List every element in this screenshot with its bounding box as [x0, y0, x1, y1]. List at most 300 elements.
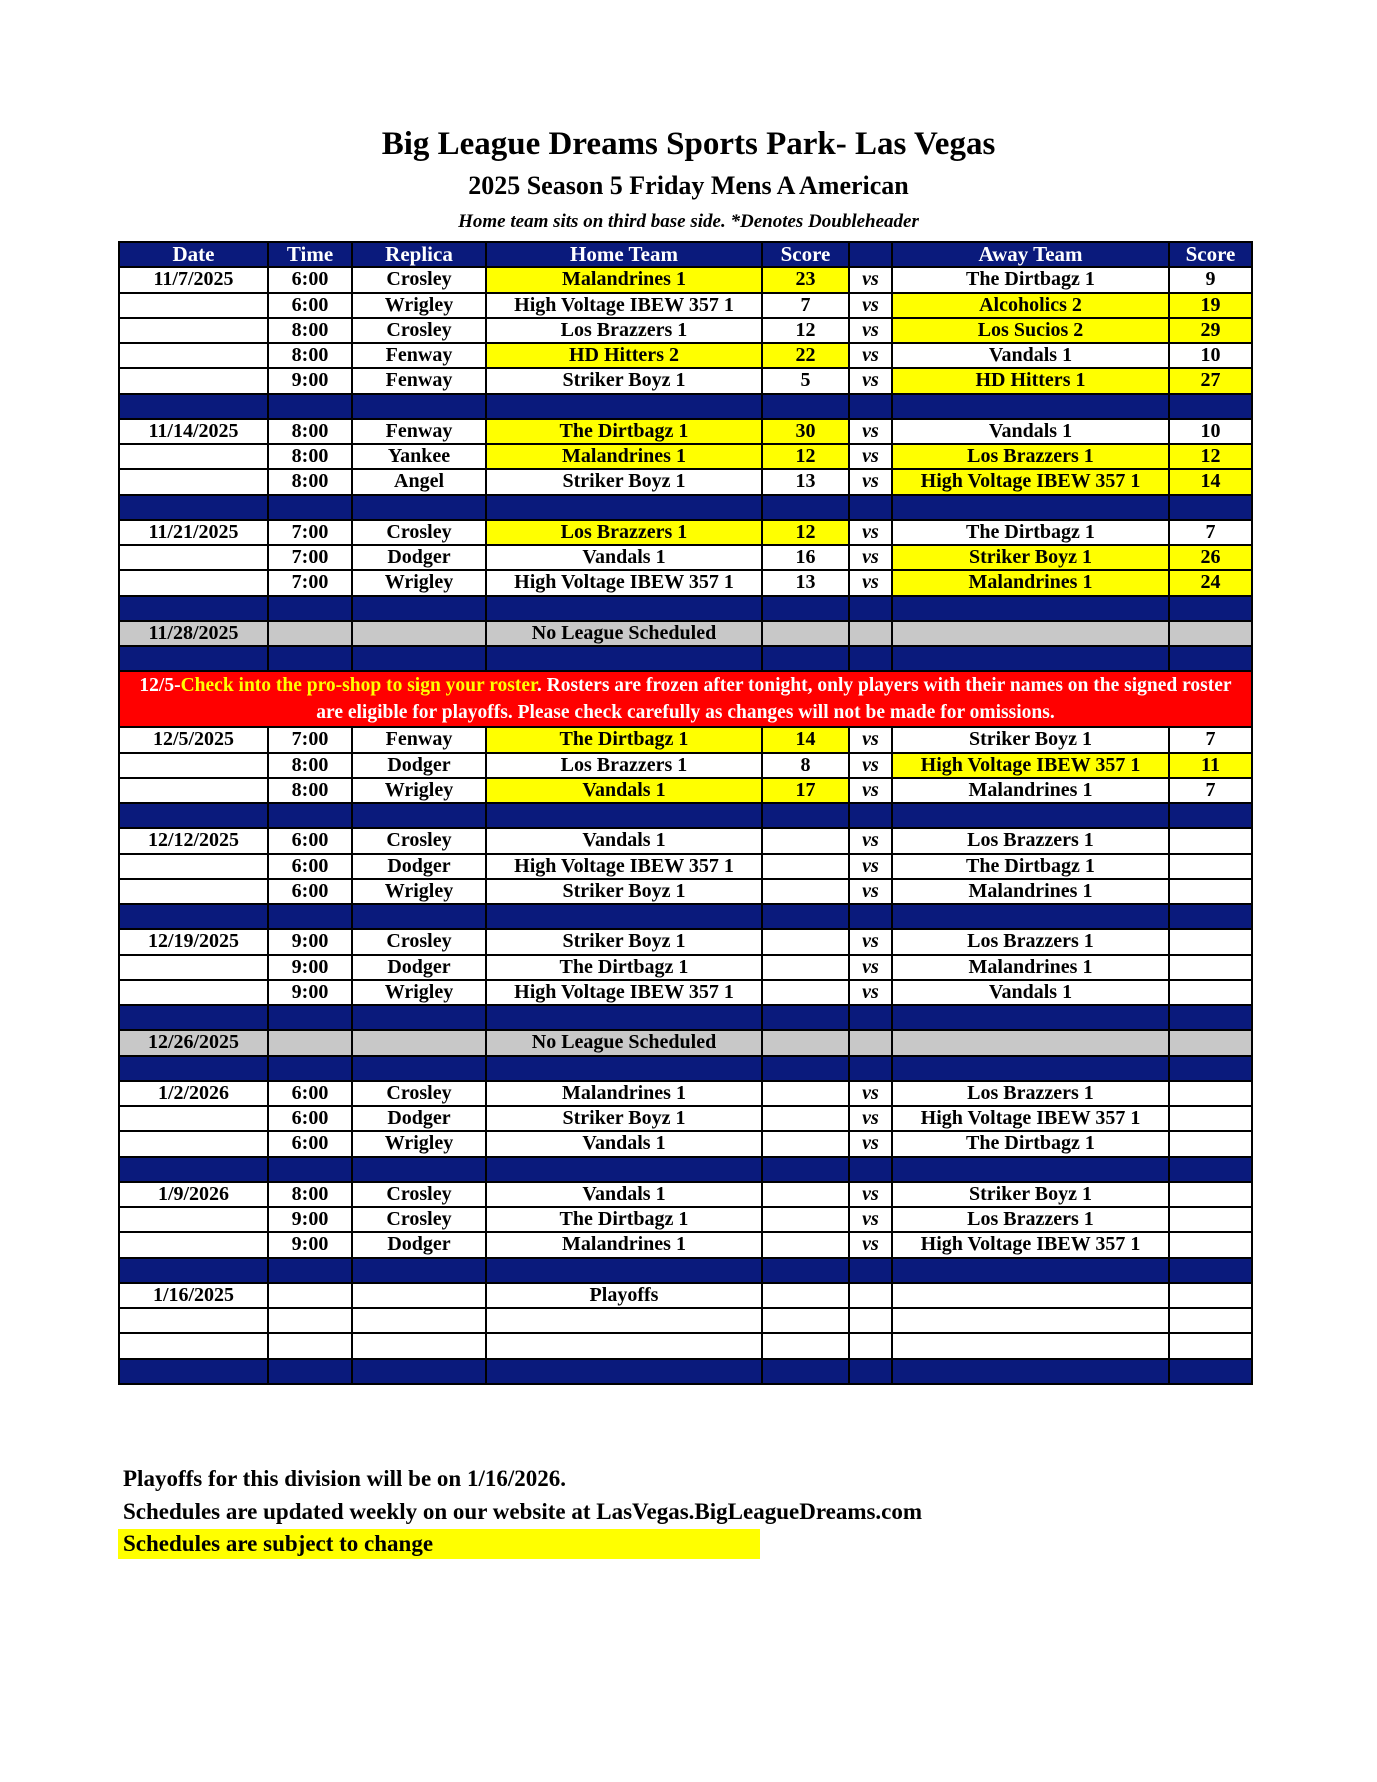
game-date	[119, 343, 268, 368]
away-team: The Dirtbagz 1	[892, 520, 1169, 545]
spacer-cell	[486, 1258, 762, 1283]
game-field: Fenway	[352, 368, 486, 393]
game-field: Crosley	[352, 1182, 486, 1207]
spacer-cell	[849, 803, 892, 828]
home-score	[762, 879, 849, 904]
empty-cell	[352, 1283, 486, 1308]
vs-label: vs	[849, 419, 892, 444]
game-time: 6:00	[268, 1131, 352, 1156]
spacer-cell	[849, 1056, 892, 1081]
game-row	[119, 955, 1252, 980]
game-time: 9:00	[268, 1232, 352, 1257]
away-team: Los Brazzers 1	[892, 1081, 1169, 1106]
game-date	[119, 1106, 268, 1131]
playoffs-label: Playoffs	[486, 1283, 762, 1308]
vs-label: vs	[849, 1232, 892, 1257]
spacer-cell	[762, 1005, 849, 1030]
game-time: 8:00	[268, 444, 352, 469]
home-team-note: Home team sits on third base side. *Denotes Doubleheader	[458, 211, 919, 232]
empty-cell	[762, 1030, 849, 1055]
away-score: 12	[1169, 444, 1252, 469]
spacer-cell	[762, 1359, 849, 1384]
spacer-cell	[1169, 1005, 1252, 1030]
home-team: Striker Boyz 1	[486, 368, 762, 393]
game-date	[119, 318, 268, 343]
game-date: 12/19/2025	[119, 929, 268, 954]
home-score: 16	[762, 545, 849, 570]
spacer-cell	[486, 1157, 762, 1182]
spacer-cell	[849, 904, 892, 929]
schedule-table	[118, 241, 1253, 1385]
vs-label: vs	[849, 1106, 892, 1131]
empty-cell	[268, 1283, 352, 1308]
spacer-cell	[762, 1258, 849, 1283]
empty-cell	[268, 1333, 352, 1358]
home-team: High Voltage IBEW 357 1	[486, 570, 762, 595]
spacer-cell	[892, 596, 1169, 621]
page-title: Big League Dreams Sports Park- Las Vegas	[381, 126, 996, 162]
home-score: 14	[762, 727, 849, 752]
col-header-home-score: Score	[762, 242, 849, 267]
away-score	[1169, 1232, 1252, 1257]
away-score	[1169, 955, 1252, 980]
spacer-cell	[268, 1157, 352, 1182]
home-team: Vandals 1	[486, 1131, 762, 1156]
away-score: 7	[1169, 727, 1252, 752]
away-team: Vandals 1	[892, 980, 1169, 1005]
away-score	[1169, 1106, 1252, 1131]
page-subtitle: 2025 Season 5 Friday Mens A American	[468, 171, 909, 200]
away-team: High Voltage IBEW 357 1	[892, 469, 1169, 494]
home-team: Striker Boyz 1	[486, 469, 762, 494]
away-score	[1169, 1207, 1252, 1232]
col-header-vs	[849, 242, 892, 267]
roster-notice	[119, 671, 1252, 727]
home-team: The Dirtbagz 1	[486, 419, 762, 444]
notice-date-prefix: 12/5-	[139, 675, 181, 697]
spacer-cell	[268, 803, 352, 828]
spacer-cell	[268, 1056, 352, 1081]
home-score: 8	[762, 753, 849, 778]
game-row	[119, 727, 1252, 752]
empty-cell	[892, 1283, 1169, 1308]
game-date: 12/12/2025	[119, 828, 268, 853]
game-time: 6:00	[268, 293, 352, 318]
spacer-cell	[892, 1258, 1169, 1283]
away-team: Alcoholics 2	[892, 293, 1169, 318]
game-field: Fenway	[352, 343, 486, 368]
away-team: Los Brazzers 1	[892, 1207, 1169, 1232]
empty-cell	[762, 621, 849, 646]
col-header-date: Date	[119, 242, 268, 267]
away-team: Malandrines 1	[892, 570, 1169, 595]
game-row	[119, 293, 1252, 318]
away-score: 10	[1169, 419, 1252, 444]
home-score: 13	[762, 570, 849, 595]
spacer-cell	[352, 1359, 486, 1384]
spacer-row	[119, 1157, 1252, 1182]
empty-cell	[1169, 1333, 1252, 1358]
spacer-cell	[268, 904, 352, 929]
game-date	[119, 545, 268, 570]
game-time: 9:00	[268, 955, 352, 980]
spacer-cell	[762, 495, 849, 520]
game-field: Crosley	[352, 1081, 486, 1106]
spacer-cell	[892, 1005, 1169, 1030]
spacer-cell	[762, 803, 849, 828]
game-row	[119, 570, 1252, 595]
home-team: Los Brazzers 1	[486, 318, 762, 343]
spacer-cell	[119, 596, 268, 621]
empty-cell	[1169, 1030, 1252, 1055]
empty-cell	[352, 621, 486, 646]
home-team: Los Brazzers 1	[486, 520, 762, 545]
game-time: 9:00	[268, 1207, 352, 1232]
game-time: 9:00	[268, 980, 352, 1005]
spacer-cell	[486, 1056, 762, 1081]
home-score	[762, 1207, 849, 1232]
home-team: Malandrines 1	[486, 1232, 762, 1257]
empty-cell	[849, 1030, 892, 1055]
blank-row	[119, 1308, 1252, 1333]
home-score	[762, 854, 849, 879]
game-date	[119, 1232, 268, 1257]
home-score: 7	[762, 293, 849, 318]
game-date: 1/9/2026	[119, 1182, 268, 1207]
home-score	[762, 955, 849, 980]
game-field: Wrigley	[352, 1131, 486, 1156]
game-field: Dodger	[352, 1106, 486, 1131]
spacer-cell	[486, 495, 762, 520]
game-time: 6:00	[268, 854, 352, 879]
game-field: Wrigley	[352, 570, 486, 595]
spacer-row	[119, 1359, 1252, 1384]
no-league-row	[119, 621, 1252, 646]
game-date: 11/28/2025	[119, 621, 268, 646]
empty-cell	[268, 1308, 352, 1333]
game-date: 11/21/2025	[119, 520, 268, 545]
game-date: 1/16/2025	[119, 1283, 268, 1308]
home-team: High Voltage IBEW 357 1	[486, 980, 762, 1005]
home-score: 12	[762, 444, 849, 469]
col-header-time: Time	[268, 242, 352, 267]
col-header-away-score: Score	[1169, 242, 1252, 267]
game-time: 8:00	[268, 753, 352, 778]
away-team: Los Brazzers 1	[892, 444, 1169, 469]
vs-label: vs	[849, 343, 892, 368]
away-score: 24	[1169, 570, 1252, 595]
away-team: The Dirtbagz 1	[892, 854, 1169, 879]
game-row	[119, 444, 1252, 469]
empty-cell	[762, 1283, 849, 1308]
home-team: High Voltage IBEW 357 1	[486, 854, 762, 879]
game-time: 7:00	[268, 520, 352, 545]
game-time: 7:00	[268, 570, 352, 595]
spacer-cell	[486, 646, 762, 671]
home-team: The Dirtbagz 1	[486, 727, 762, 752]
home-score: 30	[762, 419, 849, 444]
spacer-cell	[892, 646, 1169, 671]
empty-cell	[849, 621, 892, 646]
spacer-cell	[1169, 1258, 1252, 1283]
home-team: High Voltage IBEW 357 1	[486, 293, 762, 318]
vs-label: vs	[849, 778, 892, 803]
vs-label: vs	[849, 368, 892, 393]
game-field: Crosley	[352, 929, 486, 954]
game-field: Crosley	[352, 1207, 486, 1232]
away-score	[1169, 854, 1252, 879]
home-score: 22	[762, 343, 849, 368]
spacer-cell	[1169, 495, 1252, 520]
game-row	[119, 980, 1252, 1005]
game-field: Dodger	[352, 1232, 486, 1257]
spacer-cell	[762, 904, 849, 929]
empty-cell	[1169, 621, 1252, 646]
game-date	[119, 469, 268, 494]
spacer-cell	[1169, 596, 1252, 621]
spacer-cell	[849, 1359, 892, 1384]
game-row	[119, 1207, 1252, 1232]
vs-label: vs	[849, 520, 892, 545]
spacer-cell	[892, 1157, 1169, 1182]
subject-to-change-note: Schedules are subject to change	[118, 1529, 760, 1559]
away-score: 14	[1169, 469, 1252, 494]
away-team: Striker Boyz 1	[892, 545, 1169, 570]
game-row	[119, 778, 1252, 803]
home-team: Los Brazzers 1	[486, 753, 762, 778]
away-team: High Voltage IBEW 357 1	[892, 753, 1169, 778]
spacer-cell	[1169, 1157, 1252, 1182]
spacer-cell	[268, 394, 352, 419]
home-score	[762, 929, 849, 954]
home-team: Striker Boyz 1	[486, 879, 762, 904]
away-team: Vandals 1	[892, 343, 1169, 368]
spacer-cell	[892, 1359, 1169, 1384]
spacer-cell	[892, 394, 1169, 419]
vs-label: vs	[849, 1207, 892, 1232]
home-score	[762, 1232, 849, 1257]
game-time: 8:00	[268, 318, 352, 343]
vs-label: vs	[849, 1131, 892, 1156]
game-time: 9:00	[268, 929, 352, 954]
home-score: 5	[762, 368, 849, 393]
table-header-row	[119, 242, 1252, 267]
away-team: Malandrines 1	[892, 879, 1169, 904]
spacer-row	[119, 1005, 1252, 1030]
game-date	[119, 293, 268, 318]
vs-label: vs	[849, 955, 892, 980]
no-league-label: No League Scheduled	[486, 621, 762, 646]
game-row	[119, 318, 1252, 343]
roster-notice-row	[119, 671, 1252, 727]
home-score: 12	[762, 318, 849, 343]
game-row	[119, 854, 1252, 879]
game-time: 8:00	[268, 419, 352, 444]
col-header-home-team: Home Team	[486, 242, 762, 267]
playoffs-footer-note: Playoffs for this division will be on 1/16/2026.	[123, 1466, 567, 1491]
spacer-cell	[352, 904, 486, 929]
spacer-cell	[119, 1359, 268, 1384]
home-score: 17	[762, 778, 849, 803]
game-time: 9:00	[268, 368, 352, 393]
spacer-cell	[352, 1157, 486, 1182]
spacer-cell	[849, 1157, 892, 1182]
vs-label: vs	[849, 1182, 892, 1207]
vs-label: vs	[849, 545, 892, 570]
home-score: 12	[762, 520, 849, 545]
spacer-cell	[486, 803, 762, 828]
empty-cell	[1169, 1308, 1252, 1333]
empty-cell	[762, 1333, 849, 1358]
game-row	[119, 828, 1252, 853]
game-field: Angel	[352, 469, 486, 494]
game-date	[119, 980, 268, 1005]
vs-label: vs	[849, 727, 892, 752]
game-row	[119, 368, 1252, 393]
spacer-cell	[849, 394, 892, 419]
spacer-cell	[849, 495, 892, 520]
away-score: 19	[1169, 293, 1252, 318]
game-time: 7:00	[268, 545, 352, 570]
col-header-away-team: Away Team	[892, 242, 1169, 267]
game-date	[119, 854, 268, 879]
spacer-cell	[119, 803, 268, 828]
vs-label: vs	[849, 318, 892, 343]
spacer-cell	[352, 803, 486, 828]
no-league-label: No League Scheduled	[486, 1030, 762, 1055]
game-date: 12/5/2025	[119, 727, 268, 752]
game-date	[119, 1207, 268, 1232]
game-date: 11/7/2025	[119, 267, 268, 292]
away-team: Malandrines 1	[892, 778, 1169, 803]
empty-cell	[849, 1283, 892, 1308]
home-score: 23	[762, 267, 849, 292]
spacer-cell	[892, 904, 1169, 929]
notice-emphasis: Check into the pro-shop to sign your roster	[180, 675, 537, 697]
vs-label: vs	[849, 267, 892, 292]
spacer-cell	[119, 394, 268, 419]
spacer-cell	[486, 904, 762, 929]
spacer-cell	[268, 1359, 352, 1384]
away-team: Vandals 1	[892, 419, 1169, 444]
game-date: 1/2/2026	[119, 1081, 268, 1106]
game-date	[119, 879, 268, 904]
spacer-row	[119, 394, 1252, 419]
vs-label: vs	[849, 929, 892, 954]
home-team: Striker Boyz 1	[486, 929, 762, 954]
away-team: The Dirtbagz 1	[892, 1131, 1169, 1156]
vs-label: vs	[849, 879, 892, 904]
spacer-cell	[762, 1157, 849, 1182]
away-score	[1169, 879, 1252, 904]
home-team: Malandrines 1	[486, 1081, 762, 1106]
empty-cell	[352, 1308, 486, 1333]
game-row	[119, 1081, 1252, 1106]
spacer-cell	[892, 495, 1169, 520]
away-score: 11	[1169, 753, 1252, 778]
game-date	[119, 1131, 268, 1156]
game-field: Dodger	[352, 854, 486, 879]
empty-cell	[119, 1308, 268, 1333]
spacer-cell	[1169, 1359, 1252, 1384]
away-score: 7	[1169, 778, 1252, 803]
spacer-cell	[268, 596, 352, 621]
game-date: 11/14/2025	[119, 419, 268, 444]
game-time: 6:00	[268, 879, 352, 904]
spacer-cell	[892, 1056, 1169, 1081]
empty-cell	[268, 1030, 352, 1055]
game-row	[119, 545, 1252, 570]
home-team: Striker Boyz 1	[486, 1106, 762, 1131]
game-field: Dodger	[352, 955, 486, 980]
spacer-cell	[762, 394, 849, 419]
spacer-cell	[486, 596, 762, 621]
game-field: Wrigley	[352, 879, 486, 904]
game-row	[119, 929, 1252, 954]
game-date	[119, 444, 268, 469]
home-team: The Dirtbagz 1	[486, 1207, 762, 1232]
home-team: HD Hitters 2	[486, 343, 762, 368]
game-time: 8:00	[268, 469, 352, 494]
empty-cell	[762, 1308, 849, 1333]
home-team: Vandals 1	[486, 1182, 762, 1207]
home-team: Malandrines 1	[486, 444, 762, 469]
game-row	[119, 1182, 1252, 1207]
home-score	[762, 1182, 849, 1207]
game-field: Wrigley	[352, 778, 486, 803]
spacer-cell	[352, 394, 486, 419]
away-score: 27	[1169, 368, 1252, 393]
game-field: Wrigley	[352, 980, 486, 1005]
game-field: Crosley	[352, 520, 486, 545]
game-row	[119, 1232, 1252, 1257]
empty-cell	[119, 1333, 268, 1358]
spacer-cell	[119, 495, 268, 520]
spacer-row	[119, 803, 1252, 828]
away-score: 7	[1169, 520, 1252, 545]
spacer-cell	[119, 904, 268, 929]
away-score: 10	[1169, 343, 1252, 368]
no-league-row	[119, 1030, 1252, 1055]
vs-label: vs	[849, 469, 892, 494]
vs-label: vs	[849, 444, 892, 469]
spacer-cell	[849, 1258, 892, 1283]
vs-label: vs	[849, 980, 892, 1005]
away-team: Striker Boyz 1	[892, 727, 1169, 752]
away-team: Los Brazzers 1	[892, 828, 1169, 853]
notice-text: . Rosters are frozen after tonight, only players with their names on the signed roster are eligible for playoffs. Please check carefully as changes will not be made for omissions.	[316, 675, 1232, 724]
spacer-cell	[1169, 904, 1252, 929]
spacer-cell	[486, 394, 762, 419]
away-score: 9	[1169, 267, 1252, 292]
game-field: Crosley	[352, 267, 486, 292]
game-field: Wrigley	[352, 293, 486, 318]
away-team: High Voltage IBEW 357 1	[892, 1106, 1169, 1131]
game-row	[119, 1106, 1252, 1131]
game-date	[119, 778, 268, 803]
spacer-cell	[486, 1005, 762, 1030]
spacer-cell	[849, 1005, 892, 1030]
spacer-cell	[762, 596, 849, 621]
spacer-cell	[1169, 803, 1252, 828]
away-team: The Dirtbagz 1	[892, 267, 1169, 292]
game-time: 8:00	[268, 1182, 352, 1207]
home-score	[762, 1081, 849, 1106]
game-field: Dodger	[352, 753, 486, 778]
empty-cell	[352, 1030, 486, 1055]
spacer-cell	[1169, 1056, 1252, 1081]
game-time: 7:00	[268, 727, 352, 752]
